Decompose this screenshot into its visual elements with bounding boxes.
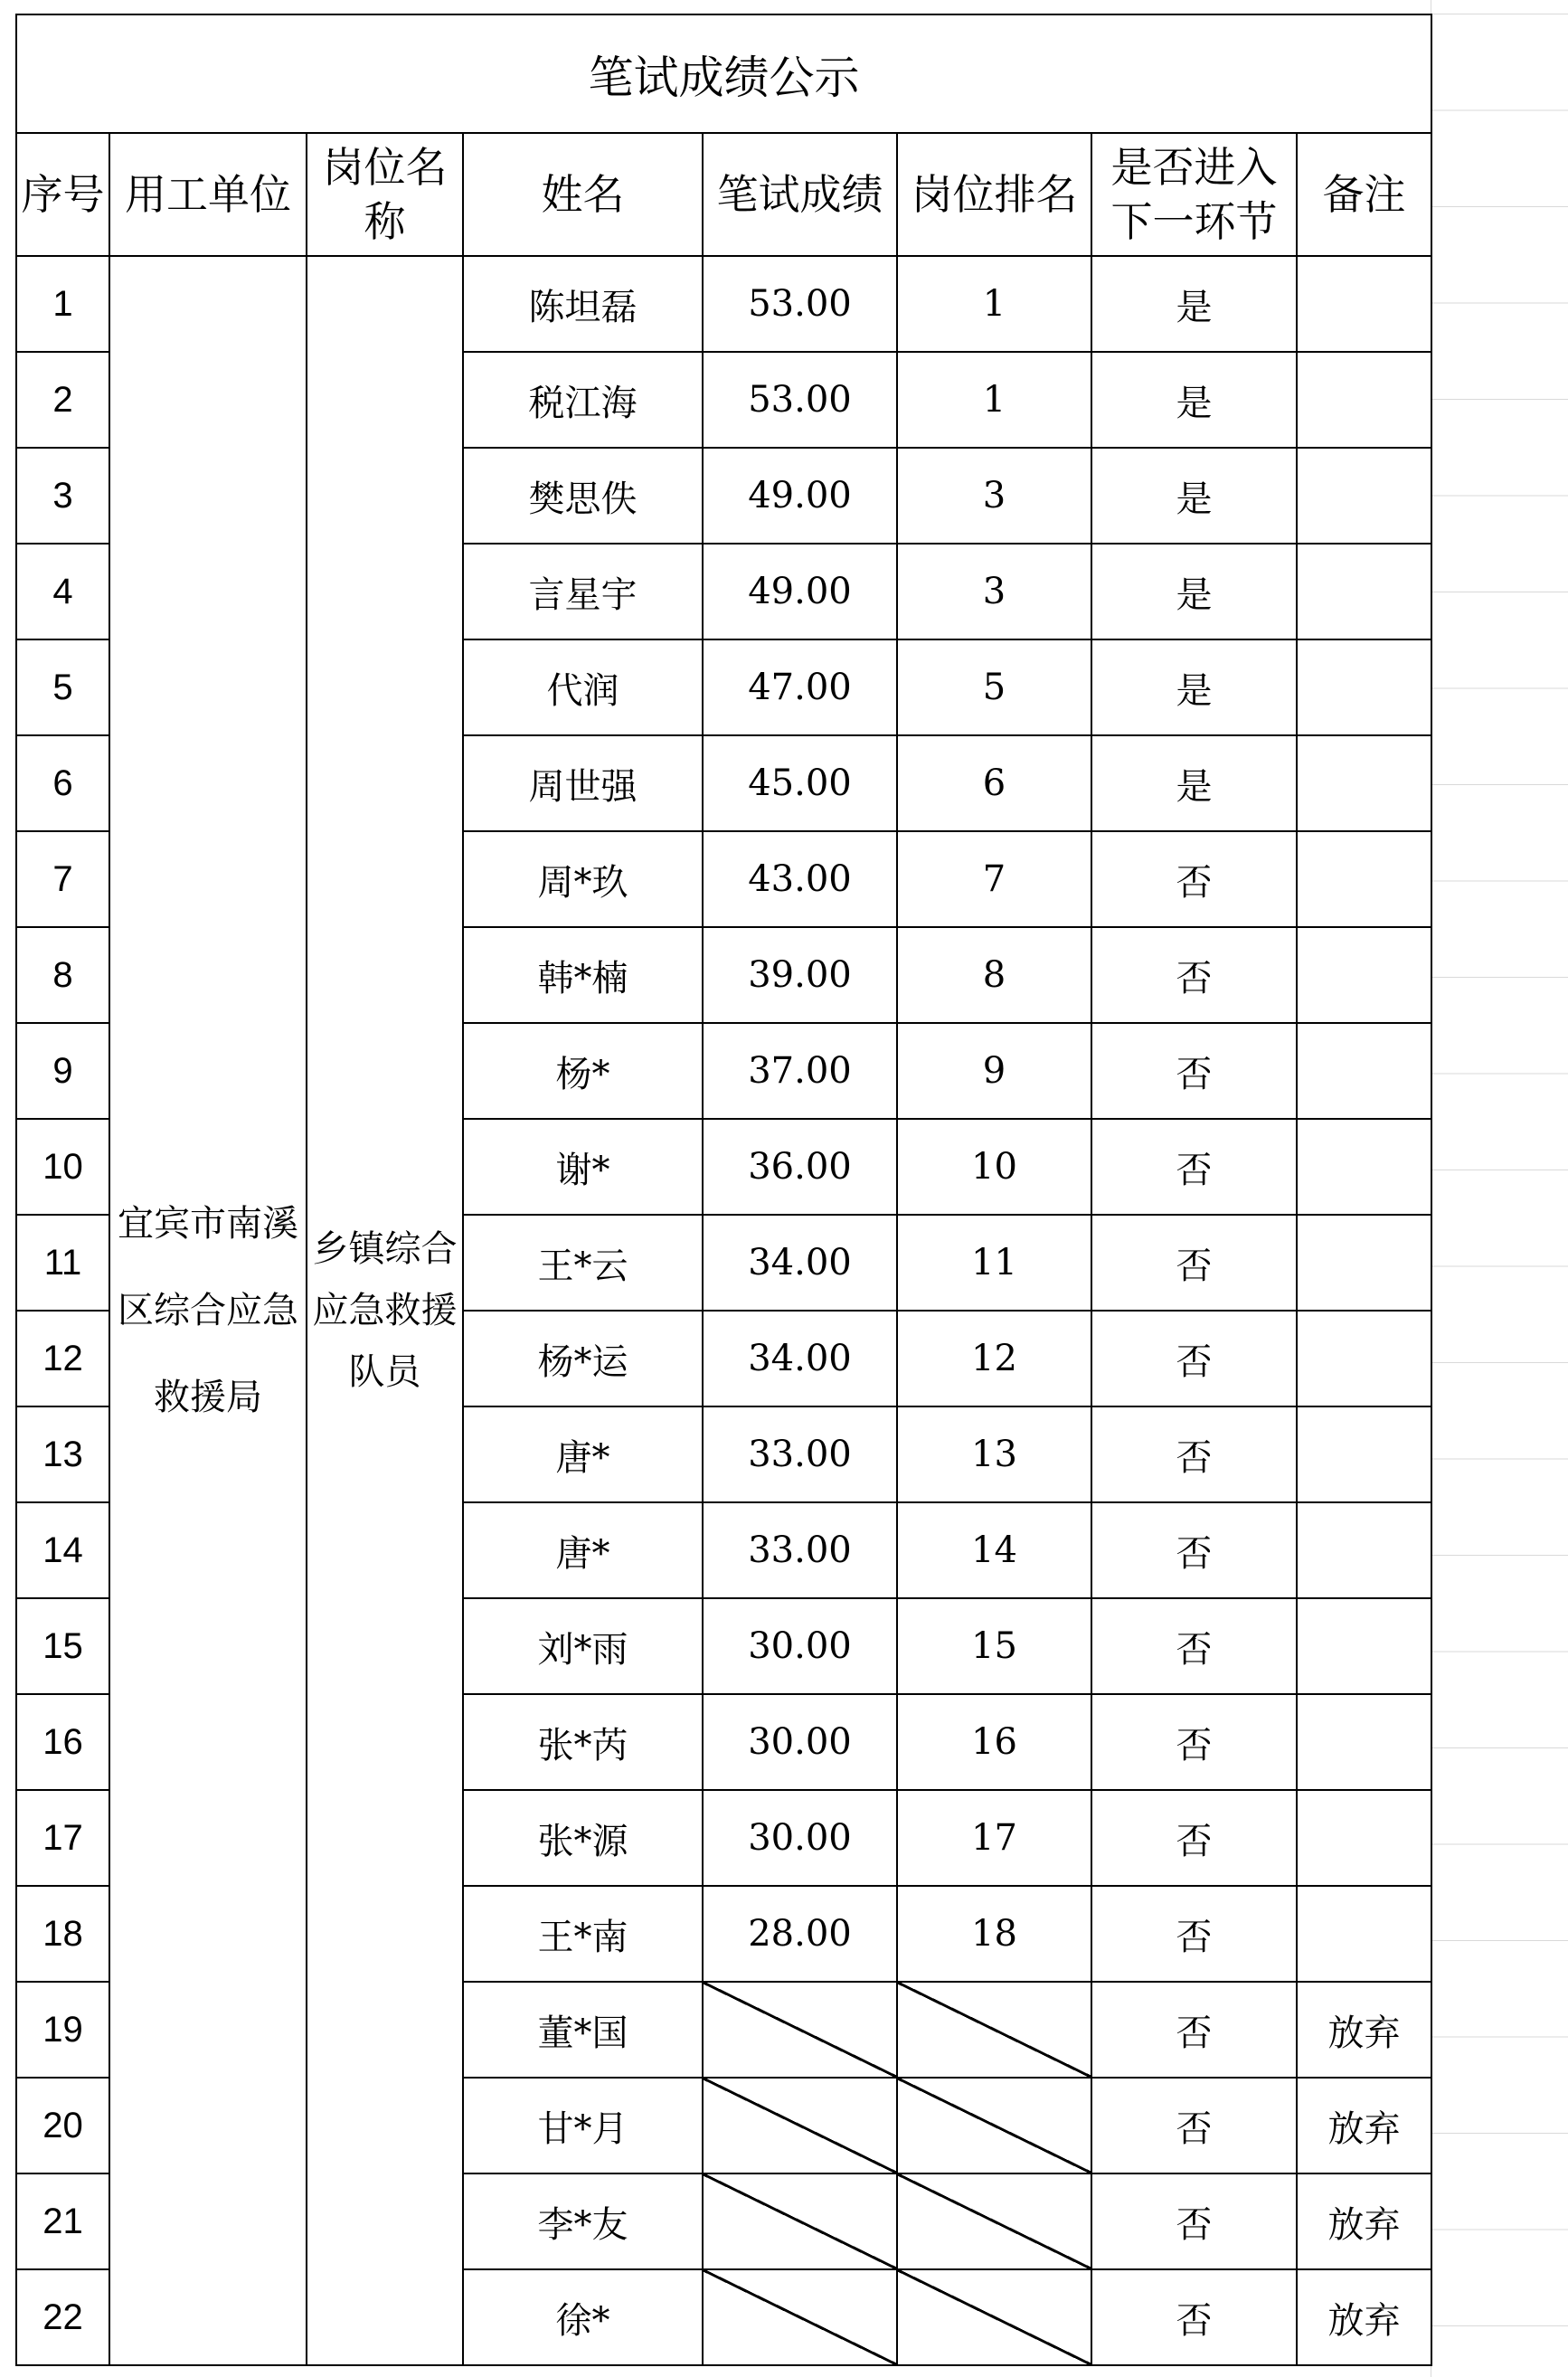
cell-name: 徐* (463, 2269, 703, 2365)
cell-name: 周*玖 (463, 831, 703, 927)
cell-seq: 5 (16, 639, 109, 735)
cell-remark: 放弃 (1297, 2269, 1431, 2365)
cell-remark (1297, 927, 1431, 1023)
cell-seq: 16 (16, 1694, 109, 1790)
header-remark: 备注 (1297, 133, 1431, 256)
cell-score: 39.00 (703, 927, 897, 1023)
cell-next: 是 (1091, 352, 1297, 448)
cell-name: 樊思佚 (463, 448, 703, 544)
cell-rank: 3 (897, 544, 1091, 639)
cell-score: 53.00 (703, 352, 897, 448)
cell-seq: 8 (16, 927, 109, 1023)
cell-next: 是 (1091, 256, 1297, 352)
cell-rank: 15 (897, 1598, 1091, 1694)
cell-seq: 17 (16, 1790, 109, 1886)
cell-seq: 14 (16, 1502, 109, 1598)
cell-next: 否 (1091, 1694, 1297, 1790)
cell-name: 代润 (463, 639, 703, 735)
cell-name: 周世强 (463, 735, 703, 831)
cell-next: 否 (1091, 2173, 1297, 2269)
cell-next: 否 (1091, 2269, 1297, 2365)
cell-seq: 21 (16, 2173, 109, 2269)
cell-seq: 18 (16, 1886, 109, 1982)
header-name: 姓名 (463, 133, 703, 256)
cell-remark (1297, 1311, 1431, 1406)
cell-remark: 放弃 (1297, 2173, 1431, 2269)
cell-rank: 1 (897, 352, 1091, 448)
cell-rank: 16 (897, 1694, 1091, 1790)
cell-name: 甘*月 (463, 2078, 703, 2173)
cell-seq: 22 (16, 2269, 109, 2365)
cell-post (307, 256, 463, 2365)
header-score: 笔试成绩 (703, 133, 897, 256)
cell-score: 33.00 (703, 1502, 897, 1598)
cell-score: 45.00 (703, 735, 897, 831)
cell-rank: 18 (897, 1886, 1091, 1982)
header-post: 岗位名称 (307, 133, 463, 256)
header-rank: 岗位排名 (897, 133, 1091, 256)
post-text: 乡镇综合应急救援队员 (312, 1228, 458, 1393)
cell-seq: 4 (16, 544, 109, 639)
cell-remark (1297, 352, 1431, 448)
cell-next: 否 (1091, 1406, 1297, 1502)
cell-remark (1297, 639, 1431, 735)
cell-score: 34.00 (703, 1311, 897, 1406)
cell-seq: 13 (16, 1406, 109, 1502)
cell-name: 王*云 (463, 1215, 703, 1311)
cell-name: 杨*运 (463, 1311, 703, 1406)
cell-score: 49.00 (703, 544, 897, 639)
cell-rank: 8 (897, 927, 1091, 1023)
cell-remark (1297, 1790, 1431, 1886)
cell-rank: 11 (897, 1215, 1091, 1311)
cell-rank: 3 (897, 448, 1091, 544)
cell-rank: 1 (897, 256, 1091, 352)
cell-next: 否 (1091, 1215, 1297, 1311)
cell-rank: 9 (897, 1023, 1091, 1119)
cell-remark (1297, 1502, 1431, 1598)
cell-next: 否 (1091, 831, 1297, 927)
cell-name: 唐* (463, 1406, 703, 1502)
cell-rank (897, 1982, 1091, 2078)
cell-remark (1297, 1886, 1431, 1982)
cell-score (703, 2078, 897, 2173)
cell-name: 张*芮 (463, 1694, 703, 1790)
cell-rank: 17 (897, 1790, 1091, 1886)
cell-name: 言星宇 (463, 544, 703, 639)
cell-next: 否 (1091, 1790, 1297, 1886)
cell-score: 34.00 (703, 1215, 897, 1311)
cell-remark (1297, 448, 1431, 544)
header-row (16, 133, 1431, 256)
cell-rank: 12 (897, 1311, 1091, 1406)
cell-name: 杨* (463, 1023, 703, 1119)
header-seq: 序号 (16, 133, 109, 256)
cell-seq: 2 (16, 352, 109, 448)
cell-name: 李*友 (463, 2173, 703, 2269)
cell-seq: 19 (16, 1982, 109, 2078)
cell-next: 是 (1091, 639, 1297, 735)
cell-seq: 15 (16, 1598, 109, 1694)
cell-remark (1297, 1119, 1431, 1215)
cell-remark (1297, 1023, 1431, 1119)
cell-remark (1297, 1406, 1431, 1502)
cell-seq: 10 (16, 1119, 109, 1215)
table-title: 笔试成绩公示 (16, 14, 1431, 133)
cell-remark (1297, 831, 1431, 927)
cell-score: 28.00 (703, 1886, 897, 1982)
cell-next: 否 (1091, 927, 1297, 1023)
cell-remark (1297, 256, 1431, 352)
table-row (16, 256, 1431, 352)
cell-score (703, 2269, 897, 2365)
cell-name: 韩*楠 (463, 927, 703, 1023)
cell-rank (897, 2269, 1091, 2365)
cell-seq: 1 (16, 256, 109, 352)
cell-next: 否 (1091, 1886, 1297, 1982)
cell-remark: 放弃 (1297, 2078, 1431, 2173)
cell-next: 否 (1091, 1023, 1297, 1119)
cell-name: 张*源 (463, 1790, 703, 1886)
cell-seq: 7 (16, 831, 109, 927)
cell-next: 否 (1091, 2078, 1297, 2173)
cell-score: 53.00 (703, 256, 897, 352)
cell-score: 30.00 (703, 1790, 897, 1886)
cell-remark (1297, 544, 1431, 639)
cell-rank: 5 (897, 639, 1091, 735)
cell-name: 董*国 (463, 1982, 703, 2078)
cell-name: 王*南 (463, 1886, 703, 1982)
cell-rank: 7 (897, 831, 1091, 927)
score-table (15, 14, 1432, 2366)
cell-score: 37.00 (703, 1023, 897, 1119)
cell-next: 是 (1091, 448, 1297, 544)
cell-remark (1297, 1694, 1431, 1790)
cell-score: 47.00 (703, 639, 897, 735)
cell-name: 陈坦磊 (463, 256, 703, 352)
cell-seq: 12 (16, 1311, 109, 1406)
cell-rank: 13 (897, 1406, 1091, 1502)
header-unit: 用工单位 (109, 133, 307, 256)
unit-text: 宜宾市南溪区综合应急救援局 (118, 1203, 298, 1418)
cell-name: 刘*雨 (463, 1598, 703, 1694)
cell-next: 是 (1091, 544, 1297, 639)
cell-score: 30.00 (703, 1598, 897, 1694)
cell-rank (897, 2078, 1091, 2173)
cell-rank (897, 2173, 1091, 2269)
cell-score: 36.00 (703, 1119, 897, 1215)
cell-next: 否 (1091, 1982, 1297, 2078)
cell-score: 33.00 (703, 1406, 897, 1502)
cell-name: 税江海 (463, 352, 703, 448)
cell-seq: 6 (16, 735, 109, 831)
cell-next: 否 (1091, 1311, 1297, 1406)
cell-score: 30.00 (703, 1694, 897, 1790)
cell-name: 唐* (463, 1502, 703, 1598)
cell-next: 否 (1091, 1598, 1297, 1694)
cell-rank: 6 (897, 735, 1091, 831)
cell-remark (1297, 1598, 1431, 1694)
cell-seq: 9 (16, 1023, 109, 1119)
cell-score: 43.00 (703, 831, 897, 927)
cell-remark: 放弃 (1297, 1982, 1431, 2078)
cell-remark (1297, 735, 1431, 831)
spreadsheet-gridlines (1431, 0, 1568, 2377)
cell-score (703, 2173, 897, 2269)
cell-score (703, 1982, 897, 2078)
cell-score: 49.00 (703, 448, 897, 544)
header-next: 是否进入下一环节 (1091, 133, 1297, 256)
cell-rank: 14 (897, 1502, 1091, 1598)
cell-next: 否 (1091, 1119, 1297, 1215)
title-row (16, 14, 1431, 133)
cell-next: 否 (1091, 1502, 1297, 1598)
cell-seq: 11 (16, 1215, 109, 1311)
cell-remark (1297, 1215, 1431, 1311)
cell-unit (109, 256, 307, 2365)
cell-seq: 3 (16, 448, 109, 544)
cell-name: 谢* (463, 1119, 703, 1215)
cell-rank: 10 (897, 1119, 1091, 1215)
cell-seq: 20 (16, 2078, 109, 2173)
cell-next: 是 (1091, 735, 1297, 831)
